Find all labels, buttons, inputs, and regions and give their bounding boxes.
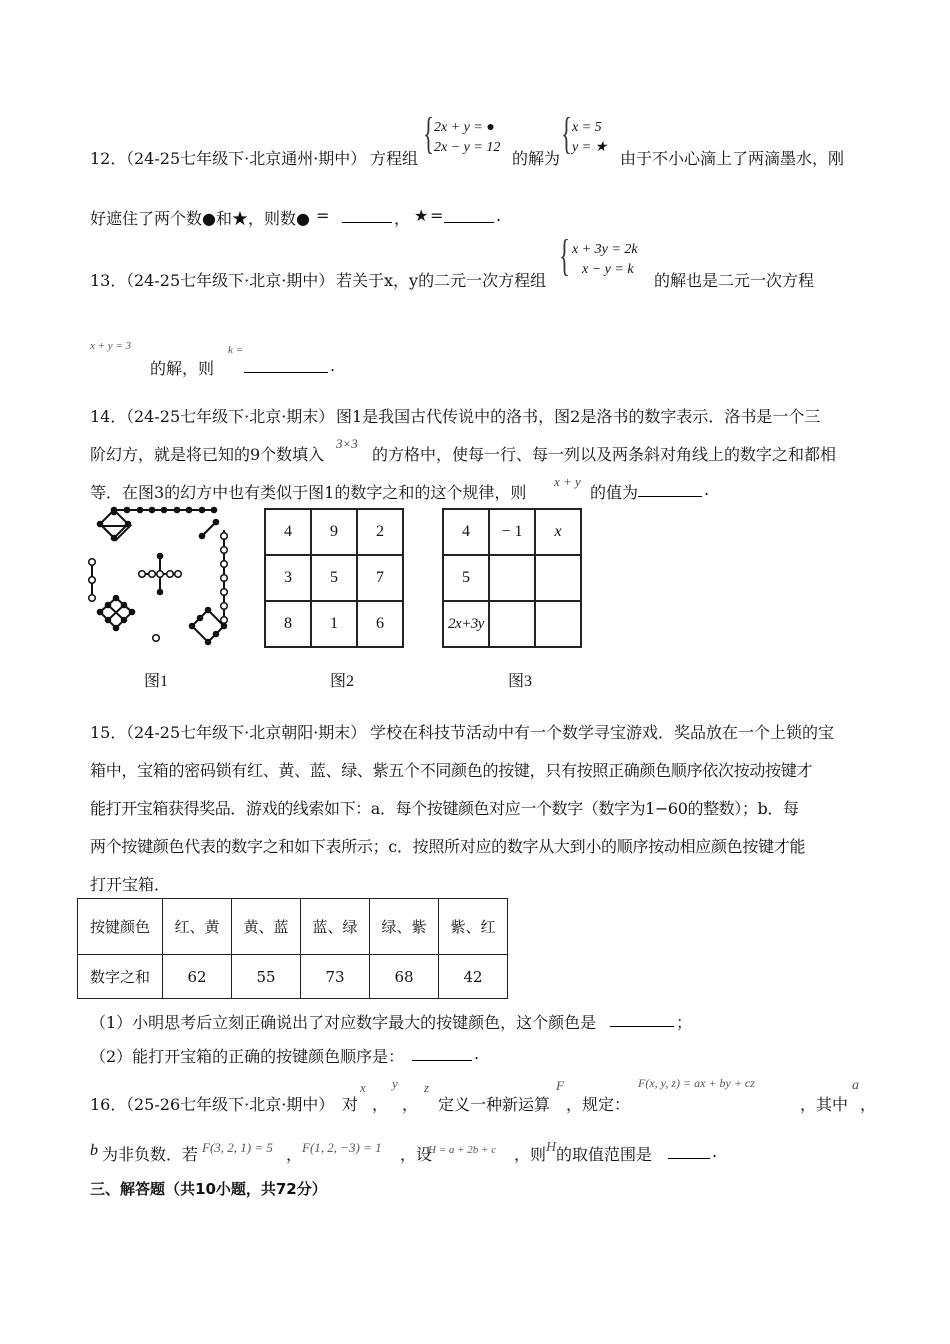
q16-comma-2: ， [402, 1095, 419, 1114]
table-cell: 绿、紫 [370, 899, 439, 955]
q14-line2-b: 的方格中，使每一行、每一列以及两条斜对角线上的数字之和都相 [372, 445, 837, 464]
grid2-row [265, 555, 403, 601]
caption-fig1: 图1 [144, 673, 169, 690]
q16-text-f: ，则 [514, 1145, 547, 1164]
q12-comma: ， [394, 209, 411, 228]
q13-eq-small: x + y = 3 [90, 340, 132, 352]
table-header-row [78, 899, 508, 955]
grid2-row [265, 601, 403, 647]
q12-sol-line2: y = ★ [572, 140, 608, 155]
q12-line2: 好遮住了两个数●和★，则数● [90, 209, 310, 228]
q16-b: b [90, 1142, 98, 1159]
q13-system [572, 240, 638, 280]
q15-sub1-end: ； [676, 1013, 693, 1032]
q12-text-b: 的解为 [512, 149, 561, 168]
q16-text-b: 定义一种新运算 [438, 1095, 551, 1114]
q12-eq2: = [430, 206, 444, 225]
q13-source: （24-25七年级下·北京·期中） [118, 271, 335, 290]
q16-hdef: H = a + 2b + c [428, 1144, 497, 1156]
q13-k-small: k = [228, 344, 244, 356]
q12-system [434, 118, 500, 158]
table-data-row [78, 955, 508, 999]
q12-star-label: ★ [414, 206, 429, 225]
grid2-cell: 2 [357, 509, 403, 555]
q16-formula: F(x, y, z) = ax + by + cz [638, 1076, 755, 1090]
q14-period: . [704, 480, 710, 499]
q13-brace: { [559, 231, 570, 280]
grid3-row [443, 601, 581, 647]
table-cell: 蓝、绿 [301, 899, 370, 955]
table-cell: 73 [301, 955, 370, 999]
q15-blank-1[interactable] [610, 1012, 674, 1027]
q15-line4: 两个按键颜色代表的数字之和如下表所示；c．按照所对应的数字从大到小的顺序按动相应颜色按键才能 [90, 837, 806, 856]
q15-line3: 能打开宝箱获得奖品．游戏的线索如下：a．每个按键颜色对应一个数字（数字为1−60的整数）；b．每 [90, 799, 799, 818]
q16-x: x [360, 1080, 366, 1095]
q14-line3-b: 的值为 [590, 483, 639, 502]
grid2-cell: 6 [357, 601, 403, 647]
luoshu-grid [264, 508, 404, 648]
grid3-cell: x [535, 509, 581, 555]
grid2-row [265, 509, 403, 555]
q15-blank-2[interactable] [412, 1046, 472, 1061]
q16-z: z [424, 1080, 430, 1095]
grid3-cell [489, 601, 535, 647]
q12-sys-line1: 2x + y = ● [434, 120, 495, 135]
table-cell: 数字之和 [78, 955, 163, 999]
grid2-cell: 3 [265, 555, 311, 601]
q14-line2-a: 阶幻方，就是将已知的9个数填入 [90, 445, 325, 464]
section-3-heading: 三、解答题（共10小题，共72分） [90, 1180, 327, 1198]
q12-blank-star[interactable] [444, 208, 494, 223]
q16-text-d: ，其中 [800, 1095, 849, 1114]
q12-eq1: = [316, 206, 330, 225]
q15-line5: 打开宝箱． [90, 875, 171, 894]
q14-dim: 3×3 [336, 436, 358, 451]
q13-blank[interactable] [244, 358, 328, 373]
q16-F: F [556, 1078, 564, 1093]
q16-text-a: 对 [342, 1095, 359, 1114]
q16-period: . [712, 1142, 718, 1161]
q14-source: （24-25七年级下·北京·期末） [118, 407, 335, 426]
grid3-cell: 5 [443, 555, 489, 601]
q16-number: 16． [90, 1095, 127, 1114]
q13-number: 13． [90, 271, 127, 290]
q13-text-c: 的解，则 [150, 359, 215, 378]
grid2-cell: 9 [311, 509, 357, 555]
q14-line3-a: 等．在图3的幻方中也有类似于图1的数字之和的这个规律，则 [90, 483, 527, 502]
q13-sys-line1: x + 3y = 2k [572, 242, 638, 257]
grid3-row [443, 509, 581, 555]
q16-f2: F(1, 2, −3) = 1 [302, 1140, 382, 1155]
grid2-cell: 8 [265, 601, 311, 647]
q16-source: （25-26七年级下·北京·期中） [118, 1095, 335, 1114]
grid3-cell [535, 601, 581, 647]
q16-text-g: 的取值范围是 [556, 1145, 653, 1164]
q16-text-c: ，规定： [566, 1095, 631, 1114]
grid2-cell: 7 [357, 555, 403, 601]
luoshu-figure [84, 500, 240, 650]
q16-line2-a: 为非负数．若 [102, 1145, 199, 1164]
q12-solution [572, 118, 607, 158]
table-cell: 42 [439, 955, 508, 999]
grid3-cell [489, 555, 535, 601]
q15-line1: 学校在科技节活动中有一个数学寻宝游戏．奖品放在一个上锁的宝 [370, 723, 835, 742]
q12-brace-1: { [423, 109, 434, 158]
q15-line2: 箱中，宝箱的密码锁有红、黄、蓝、绿、紫五个不同颜色的按键，只有按照正确颜色顺序依次按动按键才 [90, 761, 813, 780]
q13-sys-line2: x − y = k [582, 262, 634, 277]
q16-a: a [852, 1078, 859, 1093]
grid3-cell: 2x+3y [443, 601, 489, 647]
grid2-cell: 4 [265, 509, 311, 555]
q16-f1: F(3, 2, 1) = 5 [202, 1140, 273, 1155]
q12-text-a: 方程组 [370, 149, 419, 168]
q13-text-b: 的解也是二元一次方程 [654, 271, 815, 290]
grid3-cell: 4 [443, 509, 489, 555]
q14-xy: x + y [554, 474, 581, 489]
q16-text-e: ，设 [400, 1145, 433, 1164]
q15-number: 15． [90, 723, 127, 742]
q15-sub2: （2）能打开宝箱的正确的按键颜色顺序是： [90, 1047, 405, 1066]
q15-sub1: （1）小明思考后立刻正确说出了对应数字最大的按键颜色，这个颜色是 [90, 1013, 597, 1032]
q14-blank[interactable] [638, 482, 702, 497]
q16-comma-3: ， [860, 1095, 877, 1114]
q12-number: 12． [90, 149, 127, 168]
magic-square-grid [442, 508, 582, 648]
q16-comma-1: ， [372, 1095, 389, 1114]
table-cell: 黄、蓝 [232, 899, 301, 955]
table-cell: 55 [232, 955, 301, 999]
key-sum-table [77, 898, 508, 999]
grid3-cell: − 1 [489, 509, 535, 555]
grid2-cell: 1 [311, 601, 357, 647]
q14-line1: 图1是我国古代传说中的洛书，图2是洛书的数字表示．洛书是一个三 [336, 407, 821, 426]
q12-blank-dot[interactable] [342, 208, 392, 223]
q14-number: 14． [90, 407, 127, 426]
caption-fig2: 图2 [330, 673, 355, 690]
table-cell: 按键颜色 [78, 899, 163, 955]
grid2-cell: 5 [311, 555, 357, 601]
q12-sol-line1: x = 5 [572, 120, 602, 135]
q13-text-a: 若关于x，y的二元一次方程组 [336, 271, 547, 290]
q16-blank[interactable] [668, 1144, 710, 1159]
caption-fig3: 图3 [508, 673, 533, 690]
table-cell: 62 [163, 955, 232, 999]
q12-text-c: 由于不小心滴上了两滴墨水，刚 [620, 149, 845, 168]
q12-source: （24-25七年级下·北京通州·期中） [118, 149, 367, 168]
q16-H: H [546, 1140, 557, 1155]
table-cell: 紫、红 [439, 899, 508, 955]
q16-comma-4: ， [286, 1145, 303, 1164]
q12-period: . [496, 206, 502, 225]
q15-source: （24-25七年级下·北京朝阳·期末） [118, 723, 367, 742]
q13-period: . [330, 356, 336, 375]
table-cell: 68 [370, 955, 439, 999]
table-cell: 红、黄 [163, 899, 232, 955]
q15-sub2-end: . [474, 1044, 480, 1063]
grid3-cell [535, 555, 581, 601]
grid3-row [443, 555, 581, 601]
q12-brace-2: { [561, 109, 572, 158]
q16-y: y [392, 1076, 398, 1091]
q12-sys-line2: 2x − y = 12 [434, 140, 501, 155]
